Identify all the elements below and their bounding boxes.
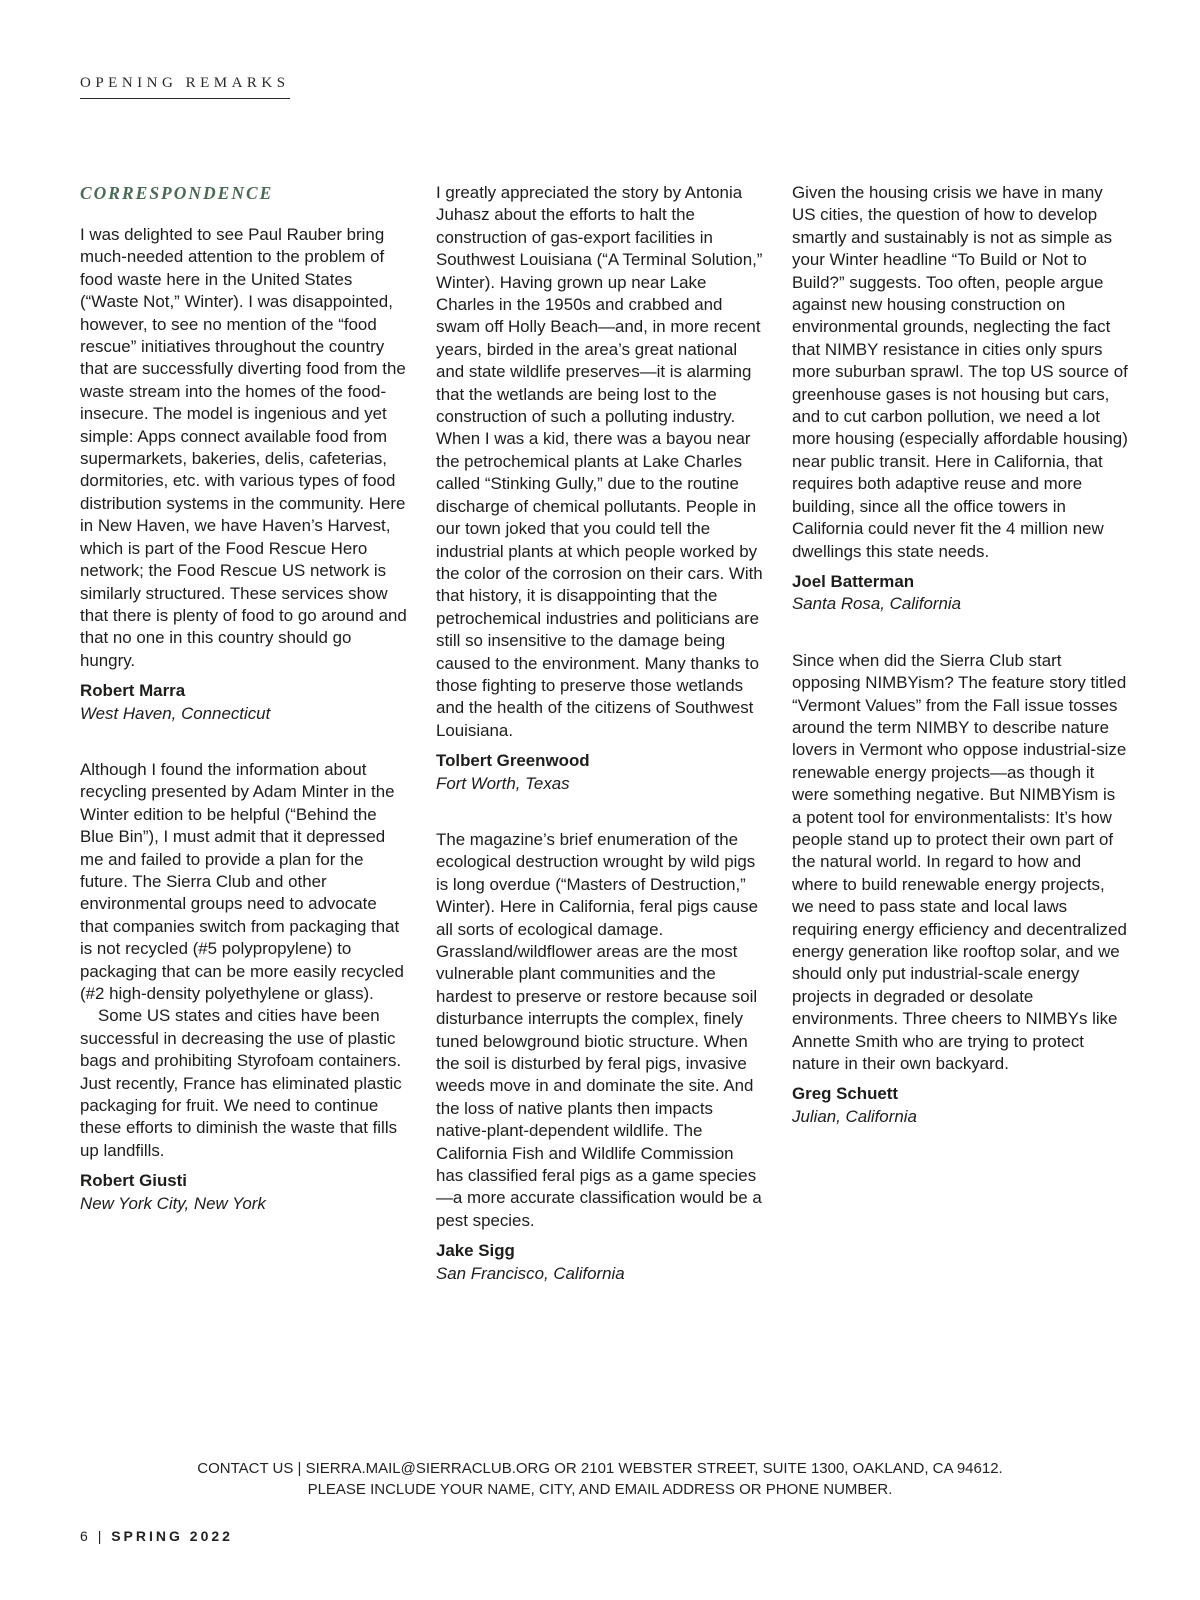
letter-paragraph: I was delighted to see Paul Rauber bring much-needed attention to the problem of food waste here in the United States (“Waste Not,” Winter). I was disappointed, however, to see no mention of the “food rescue” initiatives throughout the country that are successfully diverting food from the waste stream into the homes of the food-insecure. The model is ingenious and yet simple: Apps connect available food from supermarkets, bakeries, delis, cafeterias, dormitories, etc. with various types of food distribution systems in the community. Here in New Haven, we have Haven’s Harvest, which is part of the Food Rescue Hero network; the Food Rescue US network is similarly structured. These services show that there is plenty of food to go around and that no one in this country should go hungry. [80,225,407,670]
contact-info [0,1458,1200,1500]
letter [80,224,408,725]
column-2 [436,182,764,1319]
folio-separator: | [97,1528,105,1544]
column-3 [792,182,1128,1162]
letter-author: Greg Schuett [792,1084,899,1104]
letter-location: Julian, California [792,1106,917,1126]
letter-location: Santa Rosa, California [792,594,961,614]
column-1 [80,182,408,1249]
contact-line: CONTACT US | SIERRA.MAIL@SIERRACLUB.ORG OR 2101 WEBSTER STREET, SUITE 1300, OAKLAND, CA 94612. [197,1460,1003,1477]
letter-location: West Haven, Connecticut [80,703,271,723]
letter [792,650,1128,1129]
letter-paragraph: The magazine’s brief enumeration of the ecological destruction wrought by wild pigs is long overdue (“Masters of Destruction,” Winter). Here in California, feral pigs cause all sorts of ecological damage. Grassland/wildflower areas are the most vulnerable plant communities and the hardest to preserve or restore because soil disturbance interrupts the complex, finely tuned belowground biotic structure. When the soil is disturbed by feral pigs, invasive weeds move in and dominate the site. And the loss of native plants then impacts native-plant-dependent wildlife. The California Fish and Wildlife Commission has classified feral pigs as a game species—a more accurate classification would be a pest species. [436,829,762,1230]
correspondence-heading: CORRESPONDENCE [80,183,274,203]
letter-location: New York City, New York [80,1193,266,1213]
letter-author: Jake Sigg [436,1241,515,1261]
page-number: 6 [80,1528,91,1544]
letter-paragraph: Given the housing crisis we have in many US cities, the question of how to develop smartly and sustainably is not as simple as your Winter headline “To Build or Not to Build?” suggests. Too often, people argue against new housing construction on environmental grounds, neglecting the fact that NIMBY resistance in cities only spurs more suburban sprawl. The top US source of greenhouse gases is not housing but cars, and to cut carbon pollution, we need a lot more housing (especially affordable housing) near public transit. Here in California, that requires both adaptive reuse and more building, since all the office towers in California could never fit the 4 million new dwellings this state needs. [792,183,1128,561]
letter-paragraph: Since when did the Sierra Club start opposing NIMBYism? The feature story titled “Vermont Values” from the Fall issue tosses around the term NIMBY to describe nature lovers in Vermont who oppose industrial-size renewable energy projects—as though it were something negative. But NIMBYism is a potent tool for environmentalists: It’s how people stand up to protect their own part of the natural world. In regard to how and where to build renewable energy projects, we need to pass state and local laws requiring energy efficiency and decentralized energy generation like rooftop solar, and we should only put industrial-scale energy projects in degraded or desolate environments. Three cheers to NIMBYs like Annette Smith who are trying to protect nature in their own backyard. [792,650,1127,1074]
letter-author: Robert Marra [80,681,186,701]
letter-location: Fort Worth, Texas [436,773,570,793]
page-folio [80,1528,233,1544]
issue-label: SPRING 2022 [111,1528,233,1544]
letter-location: San Francisco, California [436,1263,625,1283]
section-label: OPENING REMARKS [80,75,290,99]
letter-paragraph: Some US states and cities have been successful in decreasing the use of plastic bags and prohibiting Styrofoam containers. Just recently, France has eliminated plastic packaging for fruit. We need to continue these efforts to diminish the waste that fills up landfills. [80,1006,402,1160]
letter [792,182,1128,616]
letter [436,829,764,1285]
letter-author: Joel Batterman [792,571,915,591]
letter-author: Robert Giusti [80,1171,187,1191]
letter-paragraph: I greatly appreciated the story by Antonia Juhasz about the efforts to halt the construction of gas-export facilities in Southwest Louisiana (“A Terminal Solution,” Winter). Having grown up near Lake Charles in the 1950s and crabbed and swam off Holly Beach—and, in more recent years, birded in the area’s great national and state wildlife preserves—it is alarming that the wetlands are being lost to the construction of such a polluting industry. When I was a kid, there was a bayou near the petrochemical plants at Lake Charles called “Stinking Gully,” due to the routine discharge of chemical pollutants. People in our town joked that you could tell the industrial plants at which people worked by the color of the corrosion on their cars. With that history, it is disappointing that the petrochemical industries and politicians are still so insensitive to the damage being caused to the environment. Many thanks to those fighting to preserve those wetlands and the health of the citizens of Southwest Louisiana. [436,183,763,740]
letter [436,182,764,795]
contact-line: PLEASE INCLUDE YOUR NAME, CITY, AND EMAIL ADDRESS OR PHONE NUMBER. [307,1481,893,1498]
letter-paragraph: Although I found the information about recycling presented by Adam Minter in the Winter edition to be helpful (“Behind the Blue Bin”), I must admit that it depressed me and failed to provide a plan for the future. The Sierra Club and other environmental groups need to advocate that companies switch from packaging that is not recycled (#5 polypropylene) to packaging that can be more easily recycled (#2 high-density polyethylene or glass). [80,759,404,1003]
letter-author: Tolbert Greenwood [436,751,590,771]
letter [80,759,408,1215]
